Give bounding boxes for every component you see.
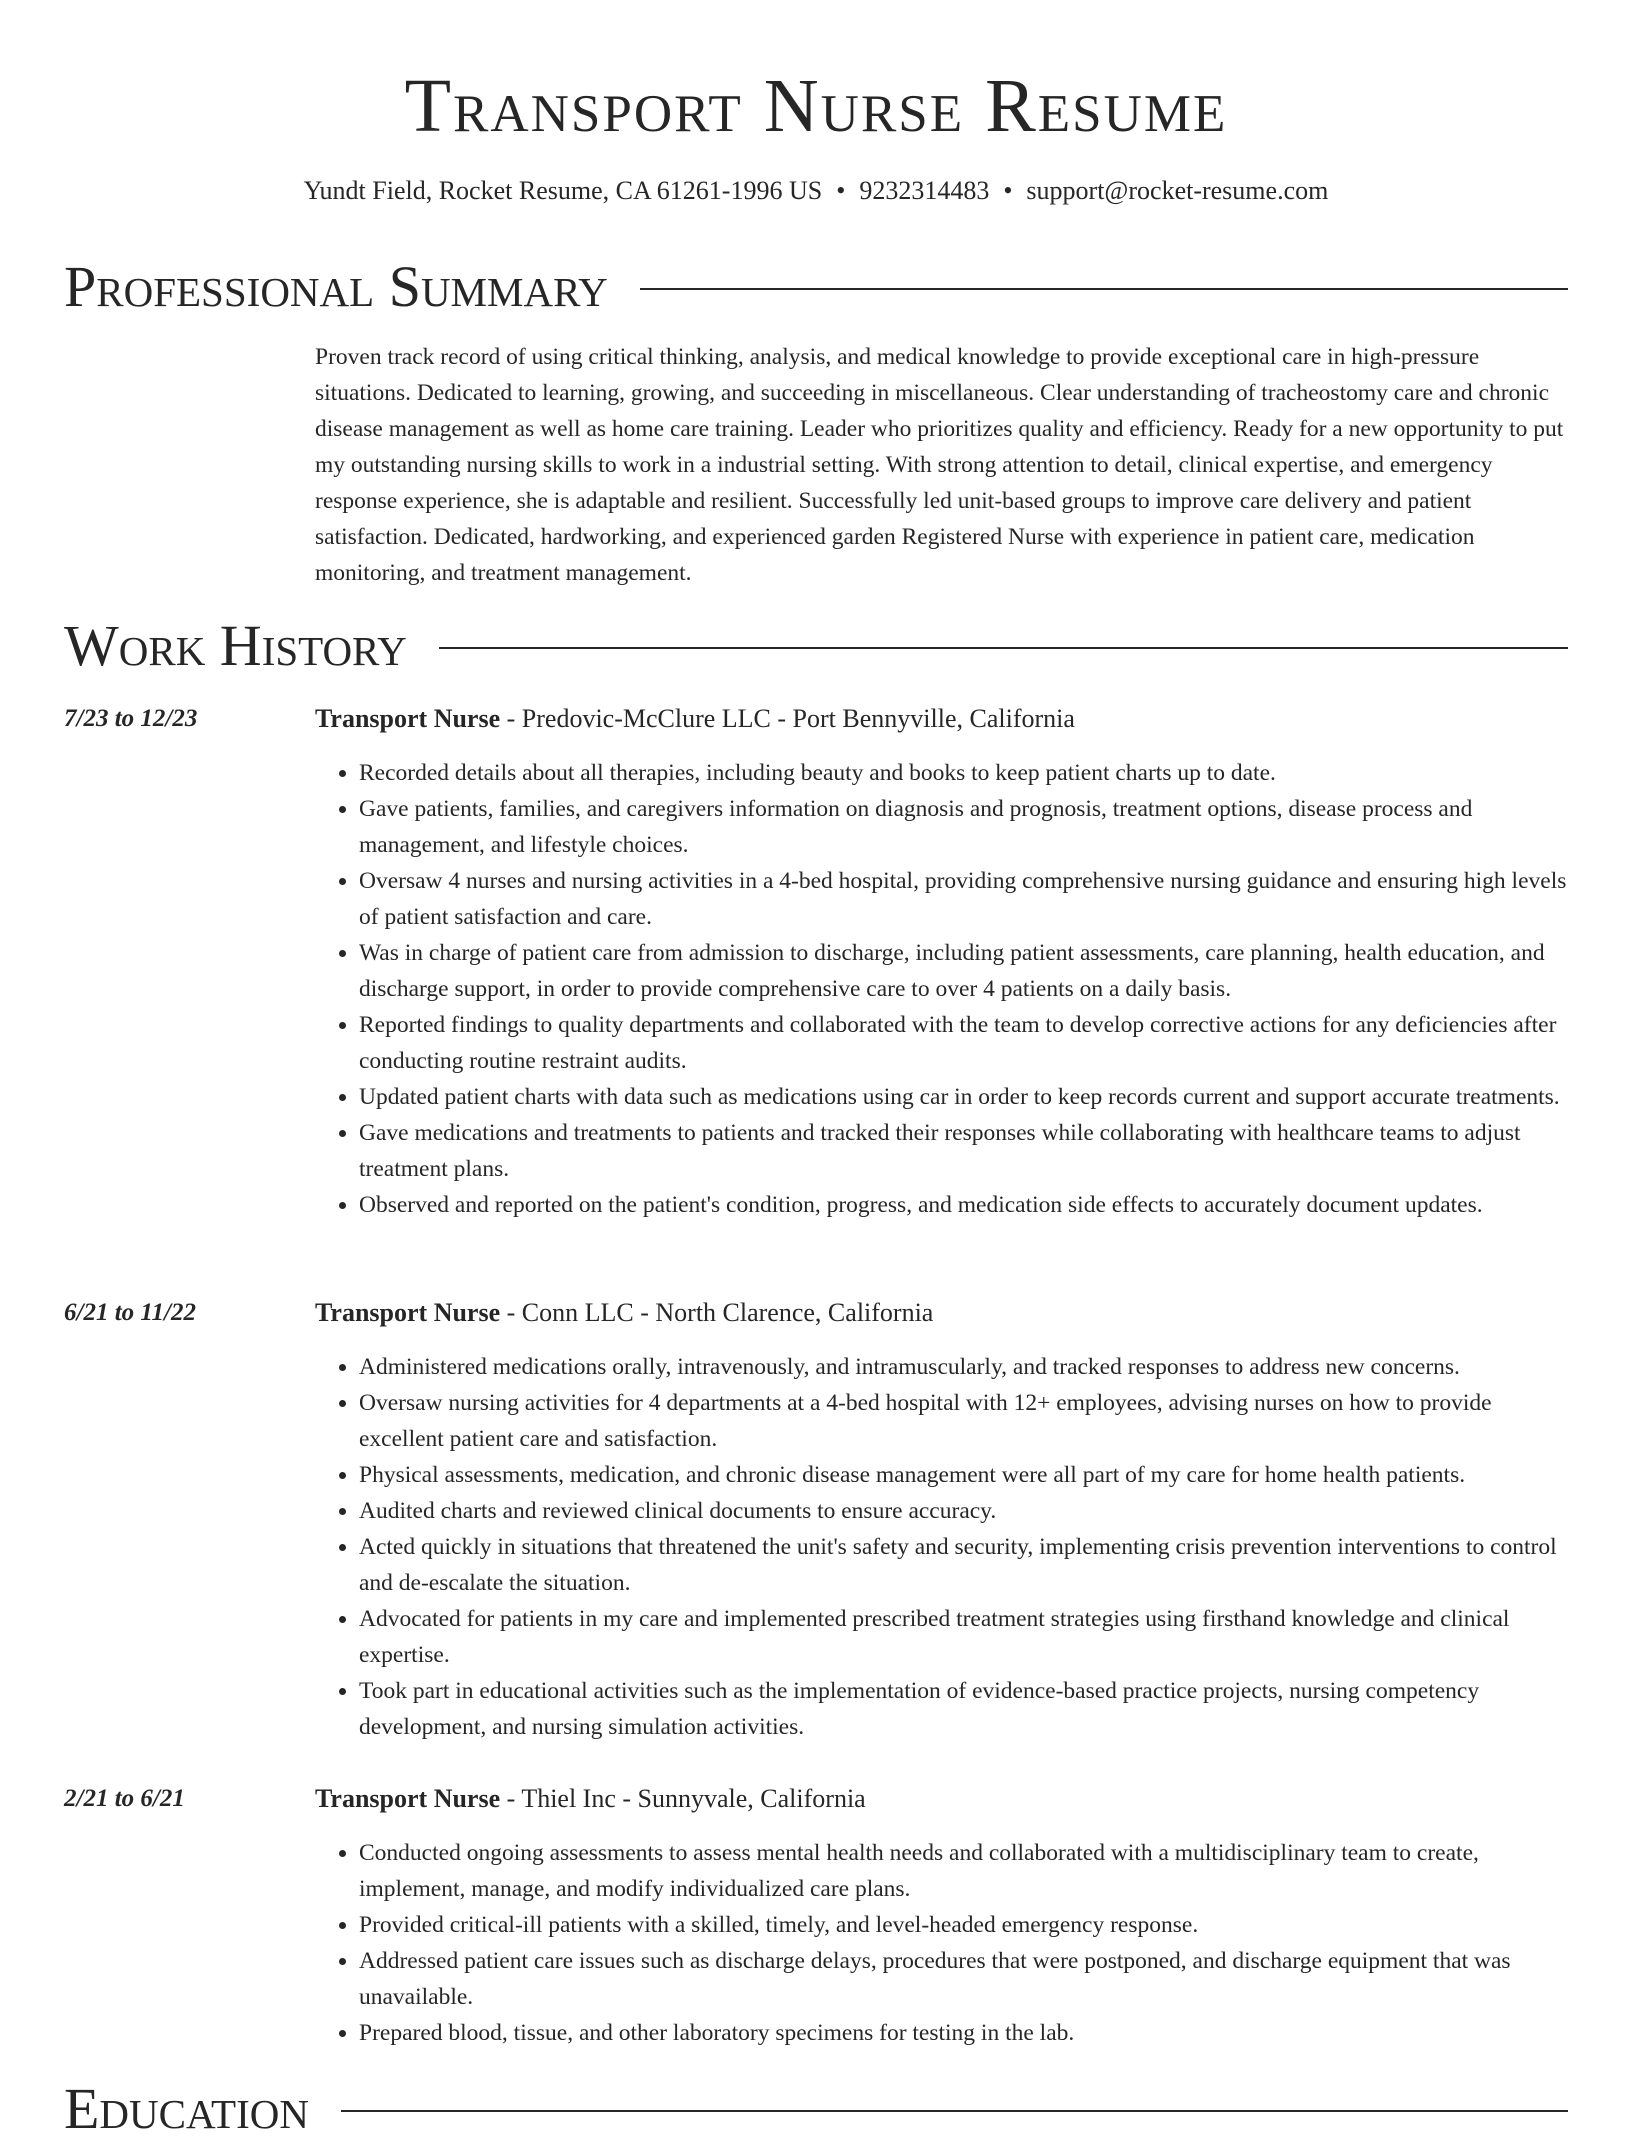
list-item: • Oversaw nursing activities for 4 departments at a 4-bed hospital with 12+ employees, advising nurses on how to provide excellent patient care and satisfaction. xyxy=(359,1385,1570,1457)
job-header xyxy=(315,1295,933,1331)
job-header xyxy=(315,1781,866,1817)
contact-email: support@rocket-resume.com xyxy=(1026,176,1329,205)
section-title: Work History xyxy=(64,613,407,678)
contact-address: Yundt Field, Rocket Resume, CA 61261-1996 US xyxy=(303,176,823,205)
job-bullets xyxy=(315,1835,1570,2051)
list-item: • Prepared blood, tissue, and other laboratory specimens for testing in the lab. xyxy=(359,2015,1570,2051)
list-item: • Oversaw 4 nurses and nursing activities in a 4-bed hospital, providing comprehensive nursing guidance and ensuring high levels of patient satisfaction and care. xyxy=(359,863,1570,935)
list-item: • Took part in educational activities such as the implementation of evidence-based practice projects, nursing competency development, and nursing simulation activities. xyxy=(359,1673,1570,1745)
job-company: - Conn LLC - North Clarence, California xyxy=(500,1298,934,1327)
section-education xyxy=(64,2074,1568,2144)
job-company: - Predovic-McClure LLC - Port Bennyville, California xyxy=(500,704,1075,733)
list-item: • Audited charts and reviewed clinical documents to ensure accuracy. xyxy=(359,1493,1570,1529)
list-item: • Advocated for patients in my care and implemented prescribed treatment strategies using firsthand knowledge and clinical expertise. xyxy=(359,1601,1570,1673)
job-company: - Thiel Inc - Sunnyvale, California xyxy=(500,1784,866,1813)
section-title: Education xyxy=(64,2076,309,2141)
list-item: • Addressed patient care issues such as discharge delays, procedures that were postponed, and discharge equipment that was unavailable. xyxy=(359,1943,1570,2015)
job-title: Transport Nurse xyxy=(315,1784,501,1813)
list-item: • Conducted ongoing assessments to assess mental health needs and collaborated with a multidisciplinary team to create, implement, manage, and modify individualized care plans. xyxy=(359,1835,1570,1907)
list-item: • Gave patients, families, and caregivers information on diagnosis and prognosis, treatment options, disease process and management, and lifestyle choices. xyxy=(359,791,1570,863)
contact-line xyxy=(0,174,1632,208)
job-dates: 6/21 to 11/22 xyxy=(64,1299,196,1326)
section-title: Professional Summary xyxy=(64,254,608,319)
contact-separator: • xyxy=(836,176,846,205)
list-item: • Updated patient charts with data such as medications using car in order to keep records current and support accurate treatments. xyxy=(359,1079,1570,1115)
contact-phone: 9232314483 xyxy=(859,176,990,205)
section-divider xyxy=(439,647,1568,649)
list-item: • Reported findings to quality departments and collaborated with the team to develop corrective actions for any deficiencies after conducting routine restraint audits. xyxy=(359,1007,1570,1079)
list-item: • Recorded details about all therapies, including beauty and books to keep patient charts up to date. xyxy=(359,755,1570,791)
job-header xyxy=(315,701,1075,737)
list-item: • Physical assessments, medication, and chronic disease management were all part of my care for home health patients. xyxy=(359,1457,1570,1493)
job-bullets xyxy=(315,1349,1570,1745)
job-bullets xyxy=(315,755,1570,1223)
summary-text: Proven track record of using critical thinking, analysis, and medical knowledge to provide exceptional care in high-pressure situations. Dedicated to learning, growing, and succeeding in miscellaneous. Clear understanding of tracheostomy care and chronic disease management as well as home care training. Leader who prioritizes quality and efficiency. Ready for a new opportunity to put my outstanding nursing skills to work in a industrial setting. With strong attention to detail, clinical expertise, and emergency response experience, she is adaptable and resilient. Successfully led unit-based groups to improve care delivery and patient satisfaction. Dedicated, hardworking, and experienced garden Registered Nurse with experience in patient care, medication monitoring, and treatment management. xyxy=(315,344,1564,586)
list-item: • Acted quickly in situations that threatened the unit's safety and security, implementing crisis prevention interventions to control and de-escalate the situation. xyxy=(359,1529,1570,1601)
section-work-history xyxy=(64,611,1568,681)
section-professional-summary xyxy=(64,252,1568,322)
job-dates: 2/21 to 6/21 xyxy=(64,1785,185,1812)
job-title: Transport Nurse xyxy=(315,704,501,733)
resume-name: Transport Nurse Resume xyxy=(404,64,1228,148)
job-dates: 7/23 to 12/23 xyxy=(64,705,198,732)
list-item: • Was in charge of patient care from admission to discharge, including patient assessments, care planning, health education, and discharge support, in order to provide comprehensive care to over 4 patients on a daily basis. xyxy=(359,935,1570,1007)
list-item: • Provided critical-ill patients with a skilled, timely, and level-headed emergency response. xyxy=(359,1907,1570,1943)
contact-separator: • xyxy=(1003,176,1013,205)
list-item: • Gave medications and treatments to patients and tracked their responses while collaborating with healthcare teams to adjust treatment plans. xyxy=(359,1115,1570,1187)
list-item: • Observed and reported on the patient's condition, progress, and medication side effects to accurately document updates. xyxy=(359,1187,1570,1223)
list-item: • Administered medications orally, intravenously, and intramuscularly, and tracked responses to address new concerns. xyxy=(359,1349,1570,1385)
job-title: Transport Nurse xyxy=(315,1298,501,1327)
section-divider xyxy=(640,288,1568,290)
